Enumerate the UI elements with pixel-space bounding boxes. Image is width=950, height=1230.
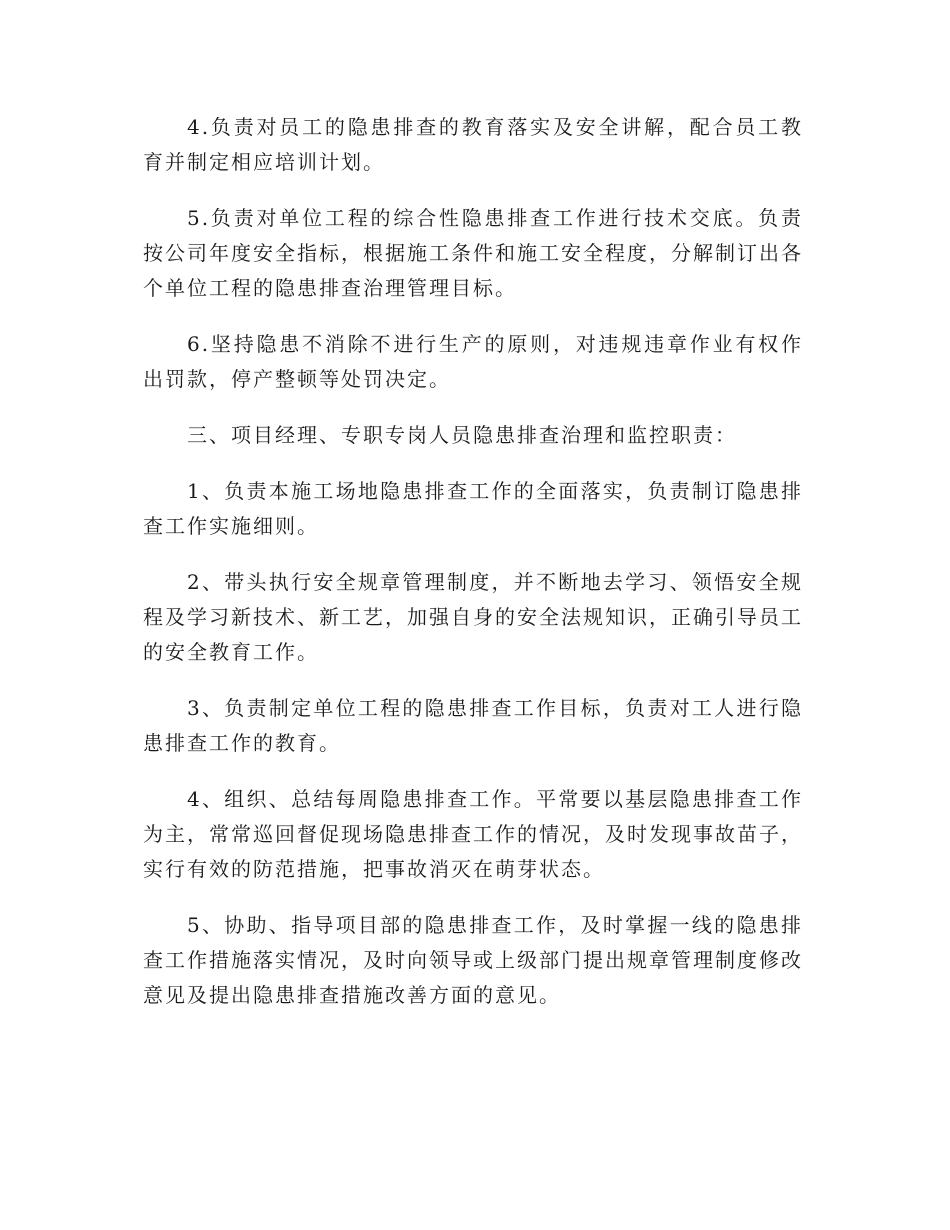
section-heading-project-manager: 三、项目经理、专职专岗人员隐患排查治理和监控职责：: [187, 423, 737, 447]
paragraph-item-3: 3、负责制定单位工程的隐患排查工作目标，负责对工人进行隐患排查工作的教育。: [143, 696, 803, 755]
paragraph-item-5: 5、协助、指导项目部的隐患排查工作，及时掌握一线的隐患排查工作措施落实情况，及时向领导或上级部门提出规章管理制度修改意见及提出隐患排查措施改善方面的意见。: [143, 913, 803, 1007]
paragraph-duty-6: 6.坚持隐患不消除不进行生产的原则，对违规违章作业有权作出罚款，停产整顿等处罚决定。: [143, 332, 803, 391]
paragraph-item-4: 4、组织、总结每周隐患排查工作。平常要以基层隐患排查工作为主，常常巡回督促现场隐患排查工作的情况，及时发现事故苗子，实行有效的防范措施，把事故消灭在萌芽状态。: [143, 787, 803, 881]
paragraph-item-1: 1、负责本施工场地隐患排查工作的全面落实，负责制订隐患排查工作实施细则。: [143, 479, 803, 538]
document-body: [143, 110, 803, 1034]
paragraph-duty-4: 4.负责对员工的隐患排查的教育落实及安全讲解，配合员工教育并制定相应培训计划。: [143, 115, 803, 174]
paragraph-item-2: 2、带头执行安全规章管理制度，并不断地去学习、领悟安全规程及学习新技术、新工艺，加强自身的安全法规知识，正确引导员工的安全教育工作。: [143, 570, 803, 664]
paragraph-duty-5: 5.负责对单位工程的综合性隐患排查工作进行技术交底。负责按公司年度安全指标，根据施工条件和施工安全程度，分解制订出各个单位工程的隐患排查治理管理目标。: [143, 206, 803, 300]
